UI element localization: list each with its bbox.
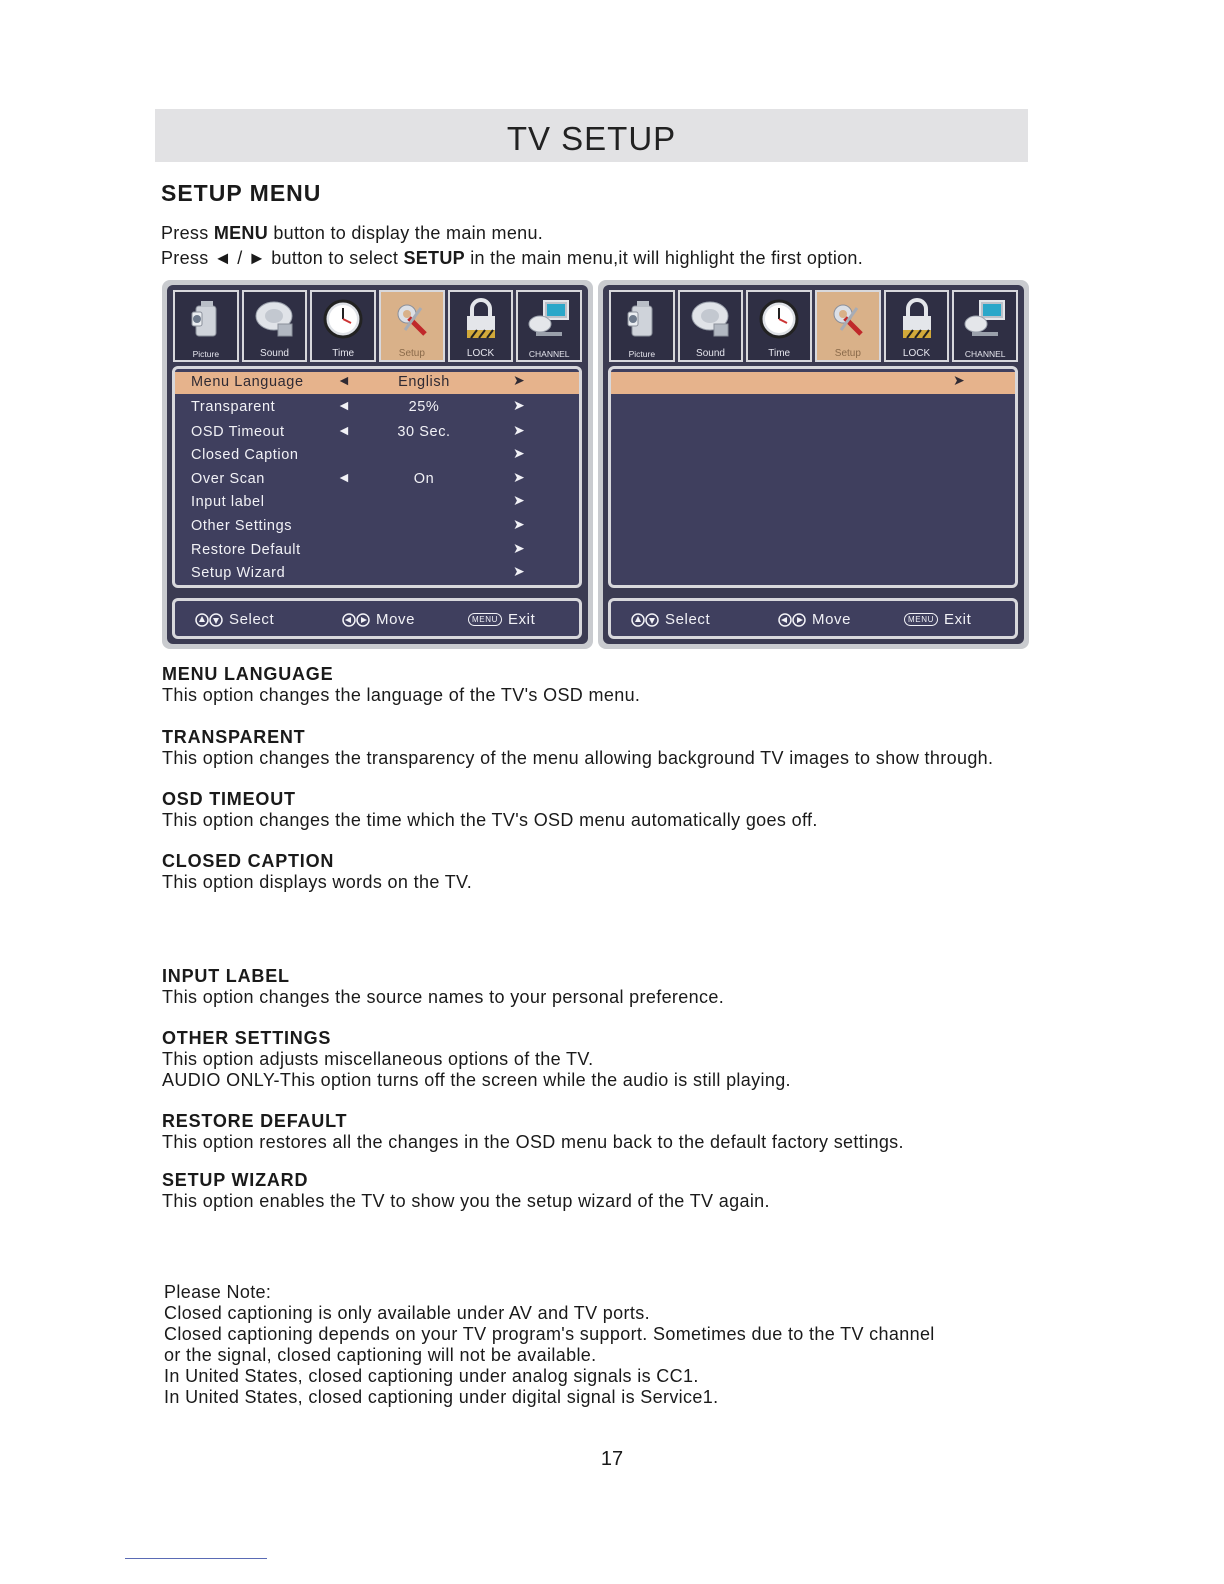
tab-label: Time [768, 348, 791, 359]
menu-item-value: On [413, 471, 435, 487]
tab-label: Sound [696, 348, 725, 359]
arrow-right-icon: ➤ [513, 563, 526, 579]
description-text: This option changes the transparency of the menu allowing background TV images to show through. [162, 748, 994, 768]
select-label: Select [665, 611, 711, 628]
description-heading: OSD TIMEOUT [162, 789, 296, 809]
bottom-rule [125, 1558, 267, 1559]
menu-item-label: Over Scan [191, 471, 265, 487]
osd-footer [608, 598, 1018, 639]
exit-label: Exit [507, 611, 536, 628]
menu-item[interactable] [175, 445, 579, 467]
description-heading: CLOSED CAPTION [162, 851, 335, 871]
page-number: 17 [600, 1448, 624, 1470]
description-text: AUDIO ONLY-This option turns off the screen while the audio is still playing. [162, 1070, 791, 1090]
osd-screen-setup-list [162, 280, 593, 649]
description-text: This option changes the language of the TV's OSD menu. [162, 685, 641, 705]
footer-move [342, 611, 415, 628]
note-line: In United States, closed captioning under analog signals is CC1. [164, 1366, 699, 1386]
arrow-right-icon: ➤ [953, 372, 966, 388]
menu-item-value: 25% [408, 399, 440, 415]
menu-item[interactable] [175, 492, 579, 514]
tab-sound[interactable] [678, 290, 744, 362]
description-text: This option restores all the changes in the OSD menu back to the default factory settings. [162, 1132, 904, 1152]
description-text: This option enables the TV to show you the setup wizard of the TV again. [162, 1191, 770, 1211]
arrow-left-icon: ◄ [337, 372, 352, 388]
tab-label: Picture [628, 349, 656, 359]
osd-frame [603, 285, 1024, 644]
menu-item[interactable] [175, 372, 579, 394]
tab-label: CHANNEL [964, 349, 1006, 359]
arrow-right-icon: ➤ [513, 492, 526, 508]
arrow-right-icon: ➤ [513, 469, 526, 485]
note-line: Please Note: [164, 1282, 272, 1302]
up-down-keys-icon [195, 613, 223, 627]
tab-lock[interactable] [884, 290, 950, 362]
description-heading: MENU LANGUAGE [162, 664, 334, 684]
tab-picture[interactable] [609, 290, 675, 362]
tab-label: LOCK [902, 348, 931, 359]
tab-setup[interactable] [379, 290, 445, 362]
tab-time[interactable] [310, 290, 376, 362]
menu-item-label: Other Settings [191, 518, 293, 534]
note-line: or the signal, closed captioning will not be available. [164, 1345, 597, 1365]
tab-channel[interactable] [516, 290, 582, 362]
menu-item[interactable] [175, 397, 579, 419]
osd-tab-bar [173, 290, 582, 362]
move-label: Move [812, 611, 852, 628]
description-heading: SETUP WIZARD [162, 1170, 309, 1190]
left-right-keys-icon [778, 613, 806, 627]
arrow-left-icon: ◄ [337, 397, 352, 413]
menu-item[interactable] [175, 422, 579, 444]
description-heading: TRANSPARENT [162, 727, 306, 747]
menu-key-icon: MENU [468, 613, 502, 626]
footer-exit [468, 611, 535, 628]
menu-item-label: Menu Language [191, 374, 304, 390]
arrow-right-icon: ➤ [513, 397, 526, 413]
menu-key-icon: MENU [904, 613, 938, 626]
menu-item-label: Restore Default [191, 542, 301, 558]
tab-label: Time [332, 348, 355, 359]
osd-frame [167, 285, 588, 644]
menu-item-value: 30 Sec. [397, 424, 451, 440]
intro-line-2: Press ◄ / ► button to select SETUP in the main menu,it will highlight the first option. [161, 248, 864, 268]
tab-label: Sound [260, 348, 289, 359]
tab-time[interactable] [746, 290, 812, 362]
arrow-right-icon: ➤ [513, 445, 526, 461]
menu-item-label: Transparent [191, 399, 276, 415]
footer-exit [904, 611, 971, 628]
tab-lock[interactable] [448, 290, 514, 362]
menu-item[interactable] [175, 563, 579, 585]
description-text: This option adjusts miscellaneous options of the TV. [162, 1049, 594, 1069]
menu-item-label: OSD Timeout [191, 424, 285, 440]
up-down-keys-icon [631, 613, 659, 627]
footer-select [195, 611, 274, 628]
description-text: This option changes the time which the TV's OSD menu automatically goes off. [162, 810, 818, 830]
description-heading: INPUT LABEL [162, 966, 290, 986]
description-heading: RESTORE DEFAULT [162, 1111, 348, 1131]
arrow-right-icon: ➤ [513, 516, 526, 532]
menu-item-label: Closed Caption [191, 447, 299, 463]
description-text: This option displays words on the TV. [162, 872, 473, 892]
osd-screen-highlight [598, 280, 1029, 649]
osd-footer [172, 598, 582, 639]
tab-label: Picture [192, 349, 220, 359]
footer-move [778, 611, 851, 628]
arrow-right-icon: ➤ [513, 372, 526, 388]
tab-label: Setup [398, 348, 425, 359]
tab-setup[interactable] [815, 290, 881, 362]
menu-item[interactable] [175, 469, 579, 491]
tab-label: LOCK [466, 348, 495, 359]
osd-tab-bar [609, 290, 1018, 362]
intro-line-1: Press MENU button to display the main menu. [161, 223, 544, 243]
please-note [164, 1282, 935, 1408]
menu-item[interactable] [175, 516, 579, 538]
section-title: SETUP MENU [161, 180, 322, 206]
exit-label: Exit [943, 611, 972, 628]
osd-menu-list-empty [608, 366, 1018, 588]
note-line: Closed captioning depends on your TV program's support. Sometimes due to the TV channel [164, 1324, 935, 1344]
arrow-right-icon: ➤ [513, 540, 526, 556]
description-text: This option changes the source names to your personal preference. [162, 987, 725, 1007]
tab-label: Setup [834, 348, 861, 359]
note-line: In United States, closed captioning under digital signal is Service1. [164, 1387, 719, 1407]
description-heading: OTHER SETTINGS [162, 1028, 332, 1048]
tab-sound[interactable] [242, 290, 308, 362]
move-label: Move [376, 611, 416, 628]
arrow-left-icon: ◄ [337, 469, 352, 485]
page-title: TV SETUP [155, 109, 1028, 162]
menu-item[interactable] [175, 540, 579, 562]
intro-text [161, 221, 863, 271]
select-label: Select [229, 611, 275, 628]
arrow-right-icon: ➤ [513, 422, 526, 438]
menu-item-label: Input label [191, 494, 265, 510]
tab-channel[interactable] [952, 290, 1018, 362]
footer-select [631, 611, 710, 628]
note-line: Closed captioning is only available under AV and TV ports. [164, 1303, 650, 1323]
tab-picture[interactable] [173, 290, 239, 362]
menu-item-value: English [398, 374, 450, 390]
left-right-keys-icon [342, 613, 370, 627]
menu-item-label: Setup Wizard [191, 565, 286, 581]
tab-label: CHANNEL [528, 349, 570, 359]
osd-menu-list [172, 366, 582, 588]
highlighted-empty-item[interactable] [611, 372, 1015, 394]
arrow-left-icon: ◄ [337, 422, 352, 438]
